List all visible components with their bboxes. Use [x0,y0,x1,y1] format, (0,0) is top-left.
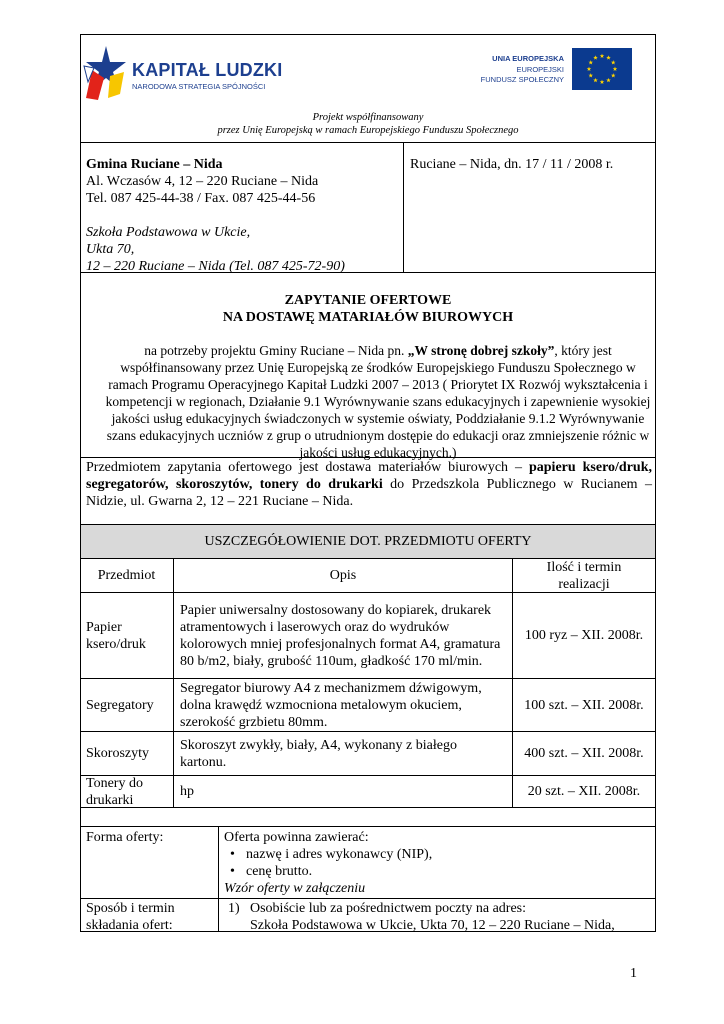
submission-label: Sposób i termin składania ofert: [86,901,175,933]
form-intro: Oferta powinna zawierać: [224,830,369,845]
table-row-3-desc: Skoroszyt zwykły, biały, A4, wykonany z białego kartonu. [180,737,457,770]
submission-line-1: 1) Osobiście lub za pośrednictwem poczty na adres: [228,901,527,916]
subject-paragraph [86,459,652,510]
intro-post: , który jest współfinansowany przez Unię Europejską ze środków Europejskiego Funduszu Społecznego w ramach Programu Operacyjnego Kapitał Ludzki 2007 – 2013 ( Priorytet IX Rozwój wykształcenia i kompetencji w regionach, Działanie 9.1 Wyrównywanie szans edukacyjnych i zapewnienie wysokiej jakości usług edukacyjnych świadczonych w systemie oświaty, Poddziałanie 9.1.2 Wyrównywanie szans edukacyjnych uczniów z grup o utrudnionym dostępie do edukacji oraz zmniejszenie różnic w jakości usług edukacyjnych.) [105,343,651,460]
details-header [81,525,655,558]
bullet-icon: • [230,864,235,879]
intro-pre: na potrzeby projektu Gminy Ruciane – Nida pn. [144,343,408,358]
subject-post: do Przedszkola Publicznego w Rucianem – Nidzie, ul. Gwarna 2, 12 – 221 Ruciane – Nida. [86,477,652,509]
form-bottom-divider [80,898,656,899]
table-row-2-qty: 100 szt. – XII. 2008r. [524,697,644,713]
kapital-ludzki-logo [80,42,283,104]
kapital-ludzki-emblem-icon [80,42,132,104]
table-header-item: Przedmiot [97,568,156,583]
submission-content [224,900,654,934]
school-name: Szkoła Podstawowa w Ukcie, [86,225,251,240]
table-row-2-item: Segregatory [86,697,154,713]
title-line-2: NA DOSTAWĘ MATARIAŁÓW BIUROWYCH [222,310,514,325]
submission-line-2: Szkoła Podstawowa w Ukcie, Ukta 70, 12 – 220 Ruciane – Nida, [250,918,615,933]
intro-divider [80,457,656,458]
school-street: Ukta 70, [86,242,135,257]
intro-paragraph [104,342,652,461]
eu-fund-line2: FUNDUSZ SPOŁECZNY [480,75,564,84]
eu-name: UNIA EUROPEJSKA [492,54,564,63]
kapital-ludzki-title: KAPITAŁ LUDZKI [132,60,283,80]
cofinanced-line-1: Projekt współfinansowany [312,112,424,123]
table-row-2-desc: Segregator biurowy A4 z mechanizmem dźwigowym, dolna krawędź wzmocniona metalowym okuciem, szerokość grzbietu 80mm. [180,680,482,730]
table-row-3-qty: 400 szt. – XII. 2008r. [524,746,644,761]
table-header-qty: Ilość i termin realizacji [546,559,622,592]
table-row-4-item: Tonery do drukarki [86,775,143,808]
sender-phone: Tel. 087 425-44-38 / Fax. 087 425-44-56 [86,191,316,206]
table-row-4-qty: 20 szt. – XII. 2008r. [527,784,641,799]
sender-name: Gmina Ruciane – Nida [86,157,223,172]
subject-pre: Przedmiotem zapytania ofertowego jest dostawa materiałów biurowych – [86,460,529,475]
sender-date-divider [403,142,404,272]
sender-address: Al. Wczasów 4, 12 – 220 Ruciane – Nida [86,174,319,189]
bullet-icon: • [230,847,235,862]
details-header-text: USZCZEGÓŁOWIENIE DOT. PRZEDMIOTU OFERTY [204,534,532,549]
project-name: „W stronę dobrej szkoły” [407,343,555,358]
form-bullet-2: • cenę brutto. [230,864,313,879]
kapital-ludzki-subtitle: NARODOWA STRATEGIA SPÓJNOŚCI [132,82,266,91]
header-divider [80,142,656,143]
school-city: 12 – 220 Ruciane – Nida (Tel. 087 425-72-90) [86,259,345,274]
page-number: 1 [630,966,637,981]
form-col-divider [218,826,219,932]
form-top-divider [80,826,656,827]
form-bullet-1: • nazwę i adres wykonawcy (NIP), [230,847,433,862]
eu-fund-line1: EUROPEJSKI [516,65,564,74]
sender-block [86,156,402,275]
eu-logo [470,48,640,94]
date-line: Ruciane – Nida, dn. 17 / 11 / 2008 r. [410,157,614,172]
table-row-1-qty: 100 ryz – XII. 2008r. [524,628,644,643]
table-row-4-desc: hp [180,784,194,799]
subject-items: papieru ksero/druk, segregatorów, skoroszytów, tonery do drukarki [86,460,653,492]
table-row-3-item: Skoroszyty [86,746,149,761]
cofinanced-line-2: przez Unię Europejską w ramach Europejskiego Funduszu Społecznego [217,125,519,136]
title-line-1: ZAPYTANIE OFERTOWE [284,293,452,308]
table-row-1-desc: Papier uniwersalny dostosowany do kopiarek, drukarek atramentowych i laserowych oraz do wydruków kolorowych mniej profesjonalnych format A4, gramatura 80 b/m2, biały, grubość 110um, gładkość 170 ml/min. [180,602,501,669]
form-content [224,829,654,897]
form-label: Forma oferty: [86,830,164,845]
eu-flag-icon [572,48,632,90]
submission-number: 1) [228,901,240,916]
form-note: Wzór oferty w załączeniu [224,881,366,896]
sender-bottom-divider [80,272,656,273]
table-row-1-item: Papier ksero/druk [86,619,146,652]
table-header-desc: Opis [329,568,357,583]
